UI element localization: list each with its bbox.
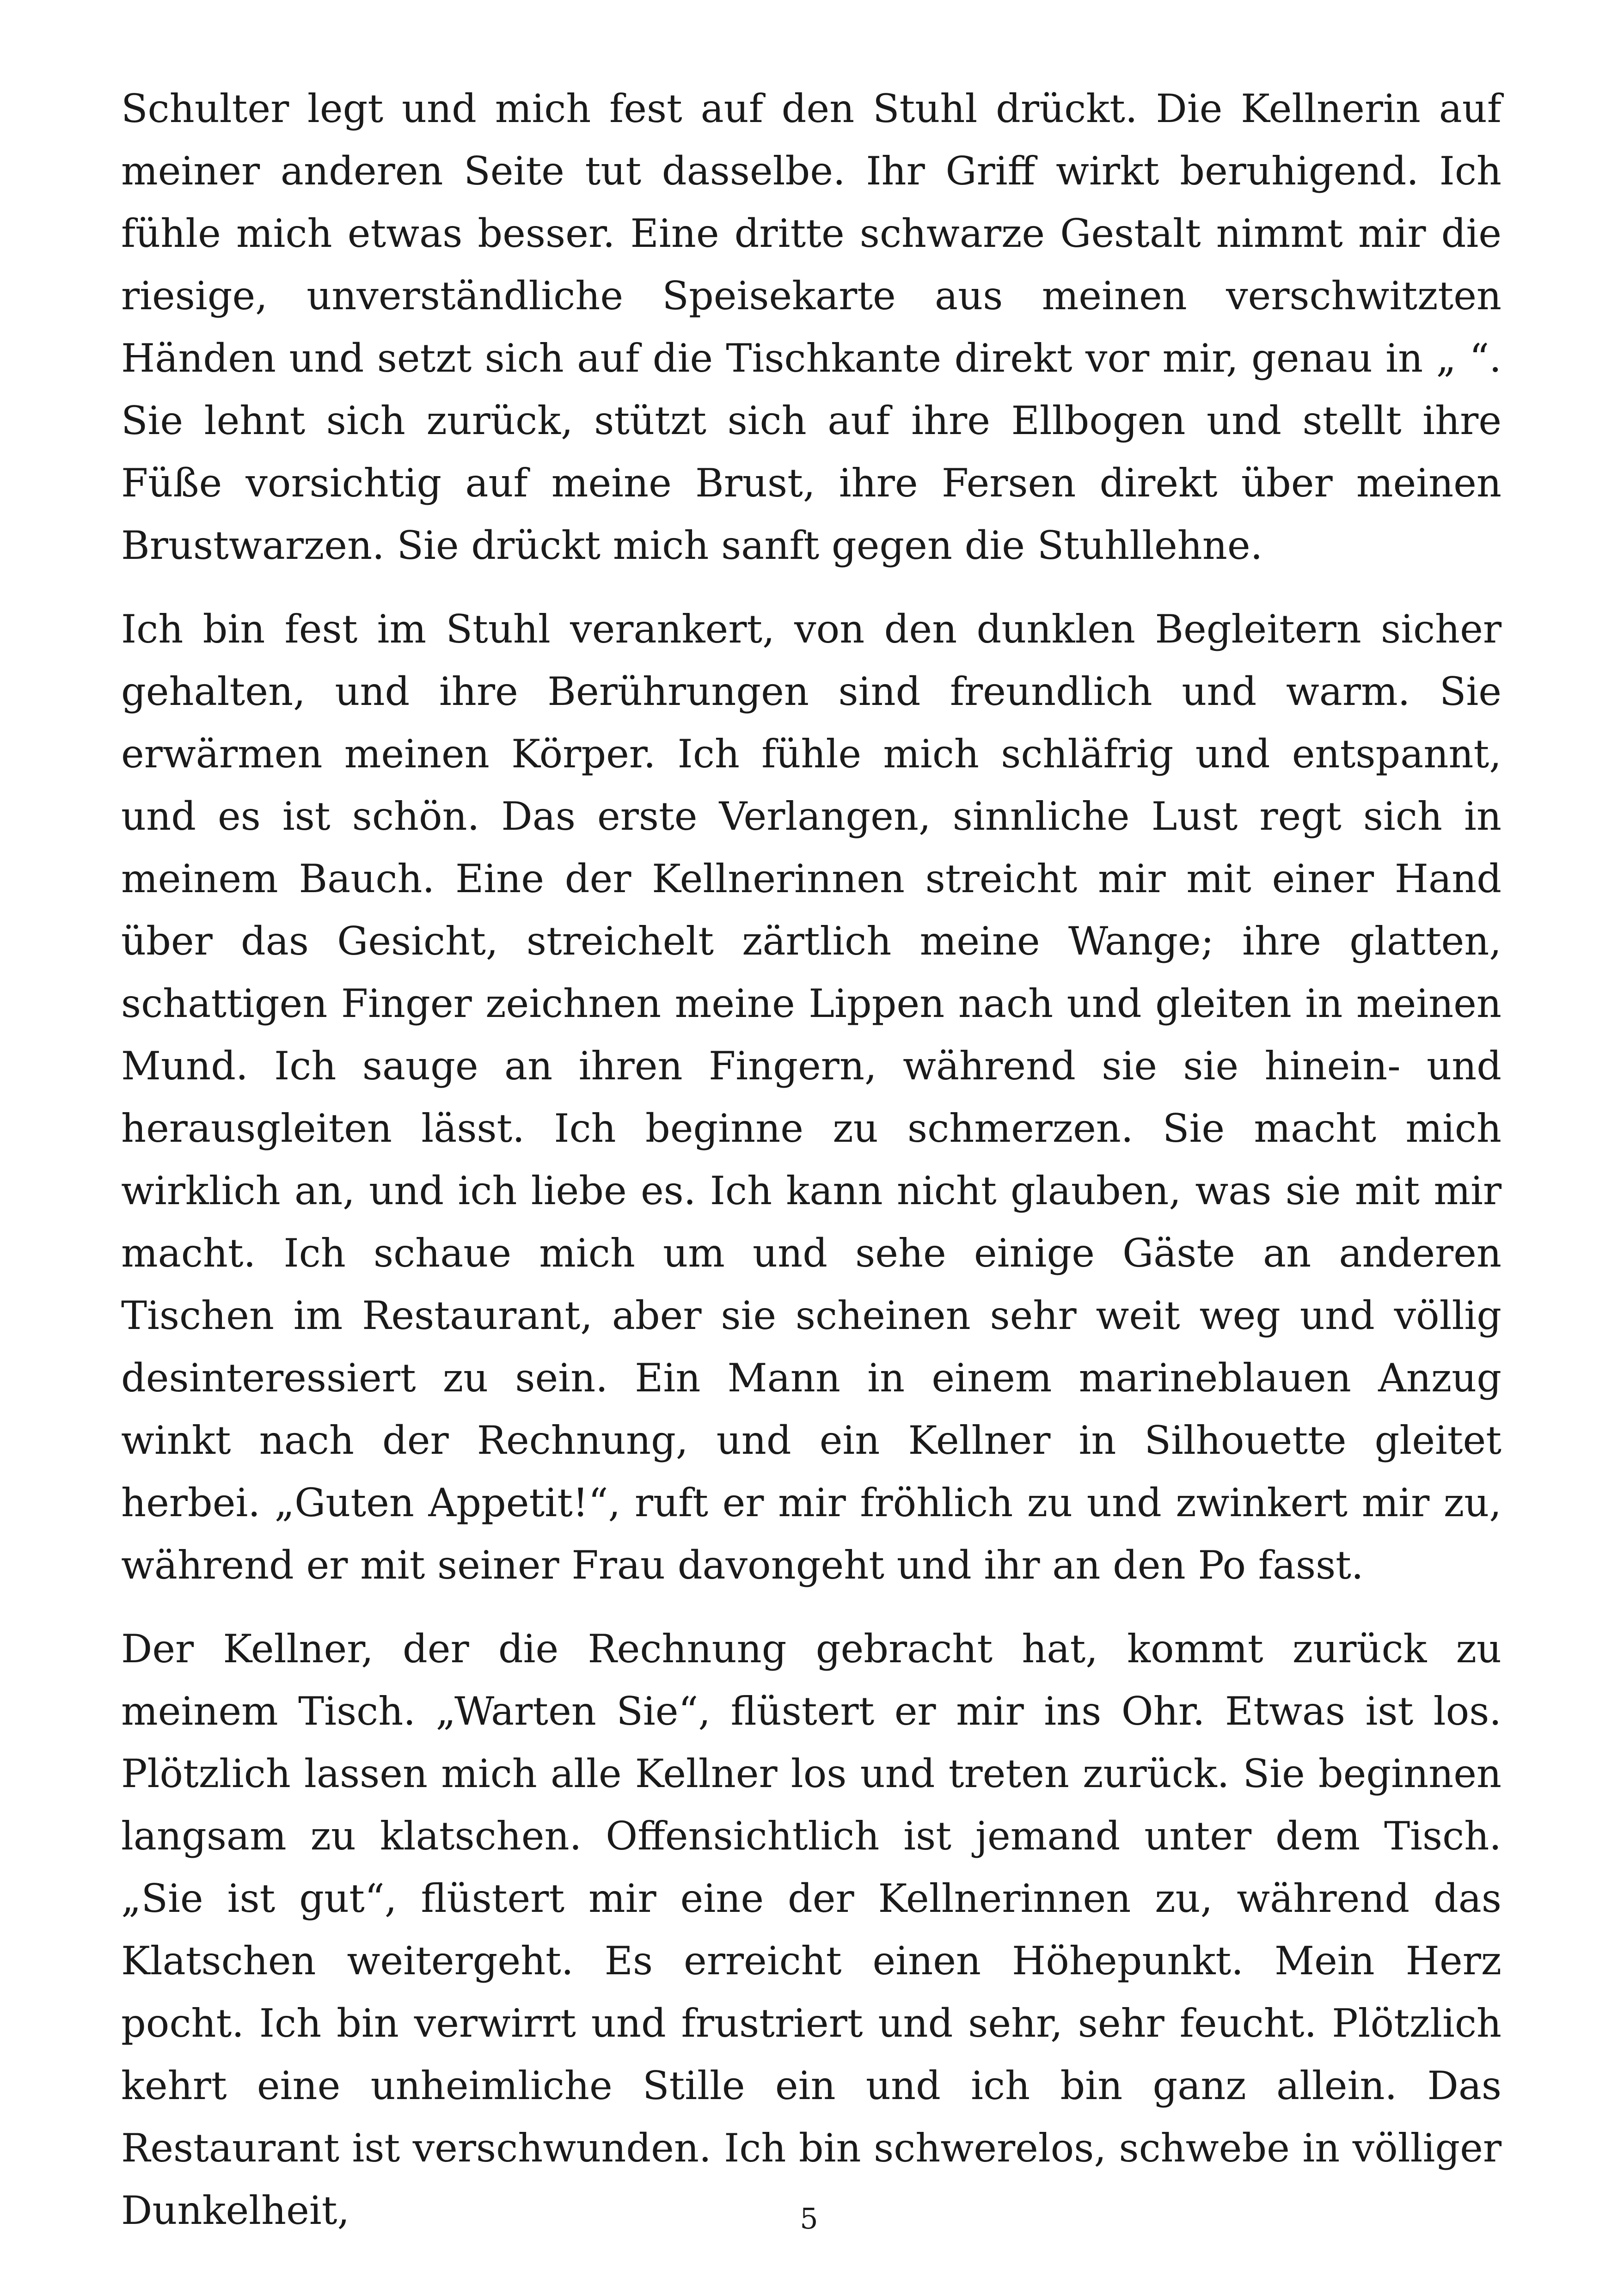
paragraph-3: Der Kellner, der die Rechnung gebracht hat, kommt zurück zu meinem Tisch. „Warten Sie“, flüstert er mir ins Ohr. Etwas ist los. Plötzlich lassen mich alle Kellner los und treten zurück. Sie beginnen langsam zu klatschen. Offensichtlich ist jemand unter dem Tisch. „Sie ist gut“, flüstert mir eine der Kellnerinnen zu, während das Klatschen weitergeht. Es erreicht einen Höhepunkt. Mein Herz pocht. Ich bin verwirrt und frustriert und sehr, sehr feucht. Plötzlich kehrt eine unheimliche Stille ein und ich bin ganz allein. Das Restaurant ist verschwunden. Ich bin schwerelos, schwebe in völliger Dunkelheit, — [121, 1626, 1502, 2233]
paragraph-2: Ich bin fest im Stuhl verankert, von den dunklen Begleitern sicher gehalten, und ihre Berührungen sind freundlich und warm. Sie erwärmen meinen Körper. Ich fühle mich schläfrig und entspannt, und es ist schön. Das erste Verlangen, sinnliche Lust regt sich in meinem Bauch. Eine der Kellnerinnen streicht mir mit einer Hand über das Gesicht, streichelt zärtlich meine Wange; ihre glatten, schattigen Finger zeichnen meine Lippen nach und gleiten in meinen Mund. Ich sauge an ihren Fingern, während sie sie hinein- und herausgleiten lässt. Ich beginne zu schmerzen. Sie macht mich wirklich an, und ich liebe es. Ich kann nicht glauben, was sie mit mir macht. Ich schaue mich um und sehe einige Gäste an anderen Tischen im Restaurant, aber sie scheinen sehr weit weg und völlig desinteressiert zu sein. Ein Mann in einem marineblauen Anzug winkt nach der Rechnung, und ein Kellner in Silhouette gleitet herbei. „Guten Appetit!“, ruft er mir fröhlich zu und zwinkert mir zu, während er mit seiner Frau davongeht und ihr an den Po fasst. — [121, 606, 1502, 1588]
page-number: 5 — [800, 2202, 818, 2235]
body-text — [121, 78, 1502, 2242]
paragraph-1: Schulter legt und mich fest auf den Stuhl drückt. Die Kellnerin auf meiner anderen Seite tut dasselbe. Ihr Griff wirkt beruhigend. Ich fühle mich etwas besser. Eine dritte schwarze Gestalt nimmt mir die riesige, unverständliche Speisekarte aus meinen verschwitzten Händen und setzt sich auf die Tischkante direkt vor mir, genau in „ “. Sie lehnt sich zurück, stützt sich auf ihre Ellbogen und stellt ihre Füße vorsichtig auf meine Brust, ihre Fersen direkt über meinen Brustwarzen. Sie drückt mich sanft gegen die Stuhllehne. — [121, 86, 1502, 568]
